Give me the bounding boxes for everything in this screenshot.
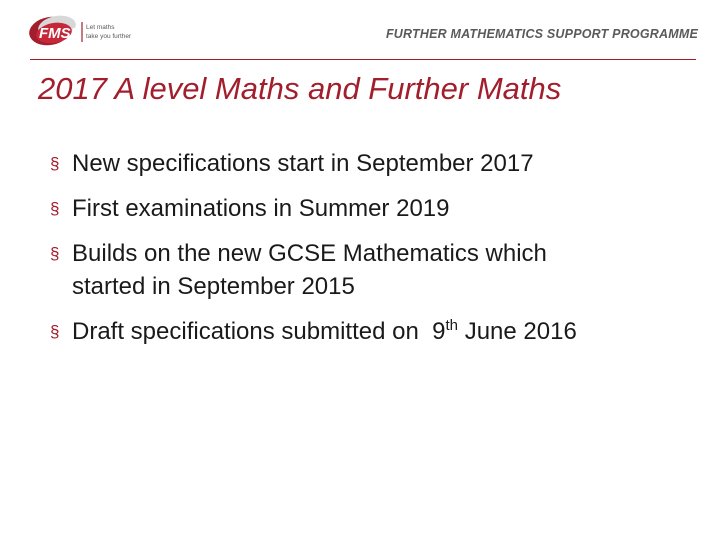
bullet-text-before: Draft specifications submitted on 9 [72,318,446,345]
slide-header [0,0,720,62]
bullet-text-line2: started in September 2015 [72,273,355,300]
bullet-item [48,147,688,180]
ordinal-suffix: th [445,317,459,334]
fmsp-logo [26,14,166,48]
bullet-text: New specifications start in September 2017 [72,150,534,177]
programme-name: FURTHER MATHEMATICS SUPPORT PROGRAMME [385,27,698,41]
logo-text: FMSP [39,25,81,42]
bullet-marker-icon: § [50,199,60,218]
bullet-marker-icon: § [50,322,60,341]
bullet-marker-icon: § [50,244,60,263]
bullet-text: First examinations in Summer 2019 [72,195,450,222]
logo-tagline-line2: take you further [86,33,132,40]
header-divider [30,59,696,60]
bullet-item [48,315,688,348]
logo-tagline-line1: Let maths [86,24,115,31]
bullet-item [48,237,688,303]
bullet-text-after: June 2016 [458,318,577,345]
slide-title: 2017 A level Maths and Further Maths [38,71,562,106]
bullet-marker-icon: § [50,154,60,173]
bullet-item [48,192,688,225]
bullet-list [48,147,688,360]
bullet-text-line1: Builds on the new GCSE Mathematics which [72,240,547,267]
